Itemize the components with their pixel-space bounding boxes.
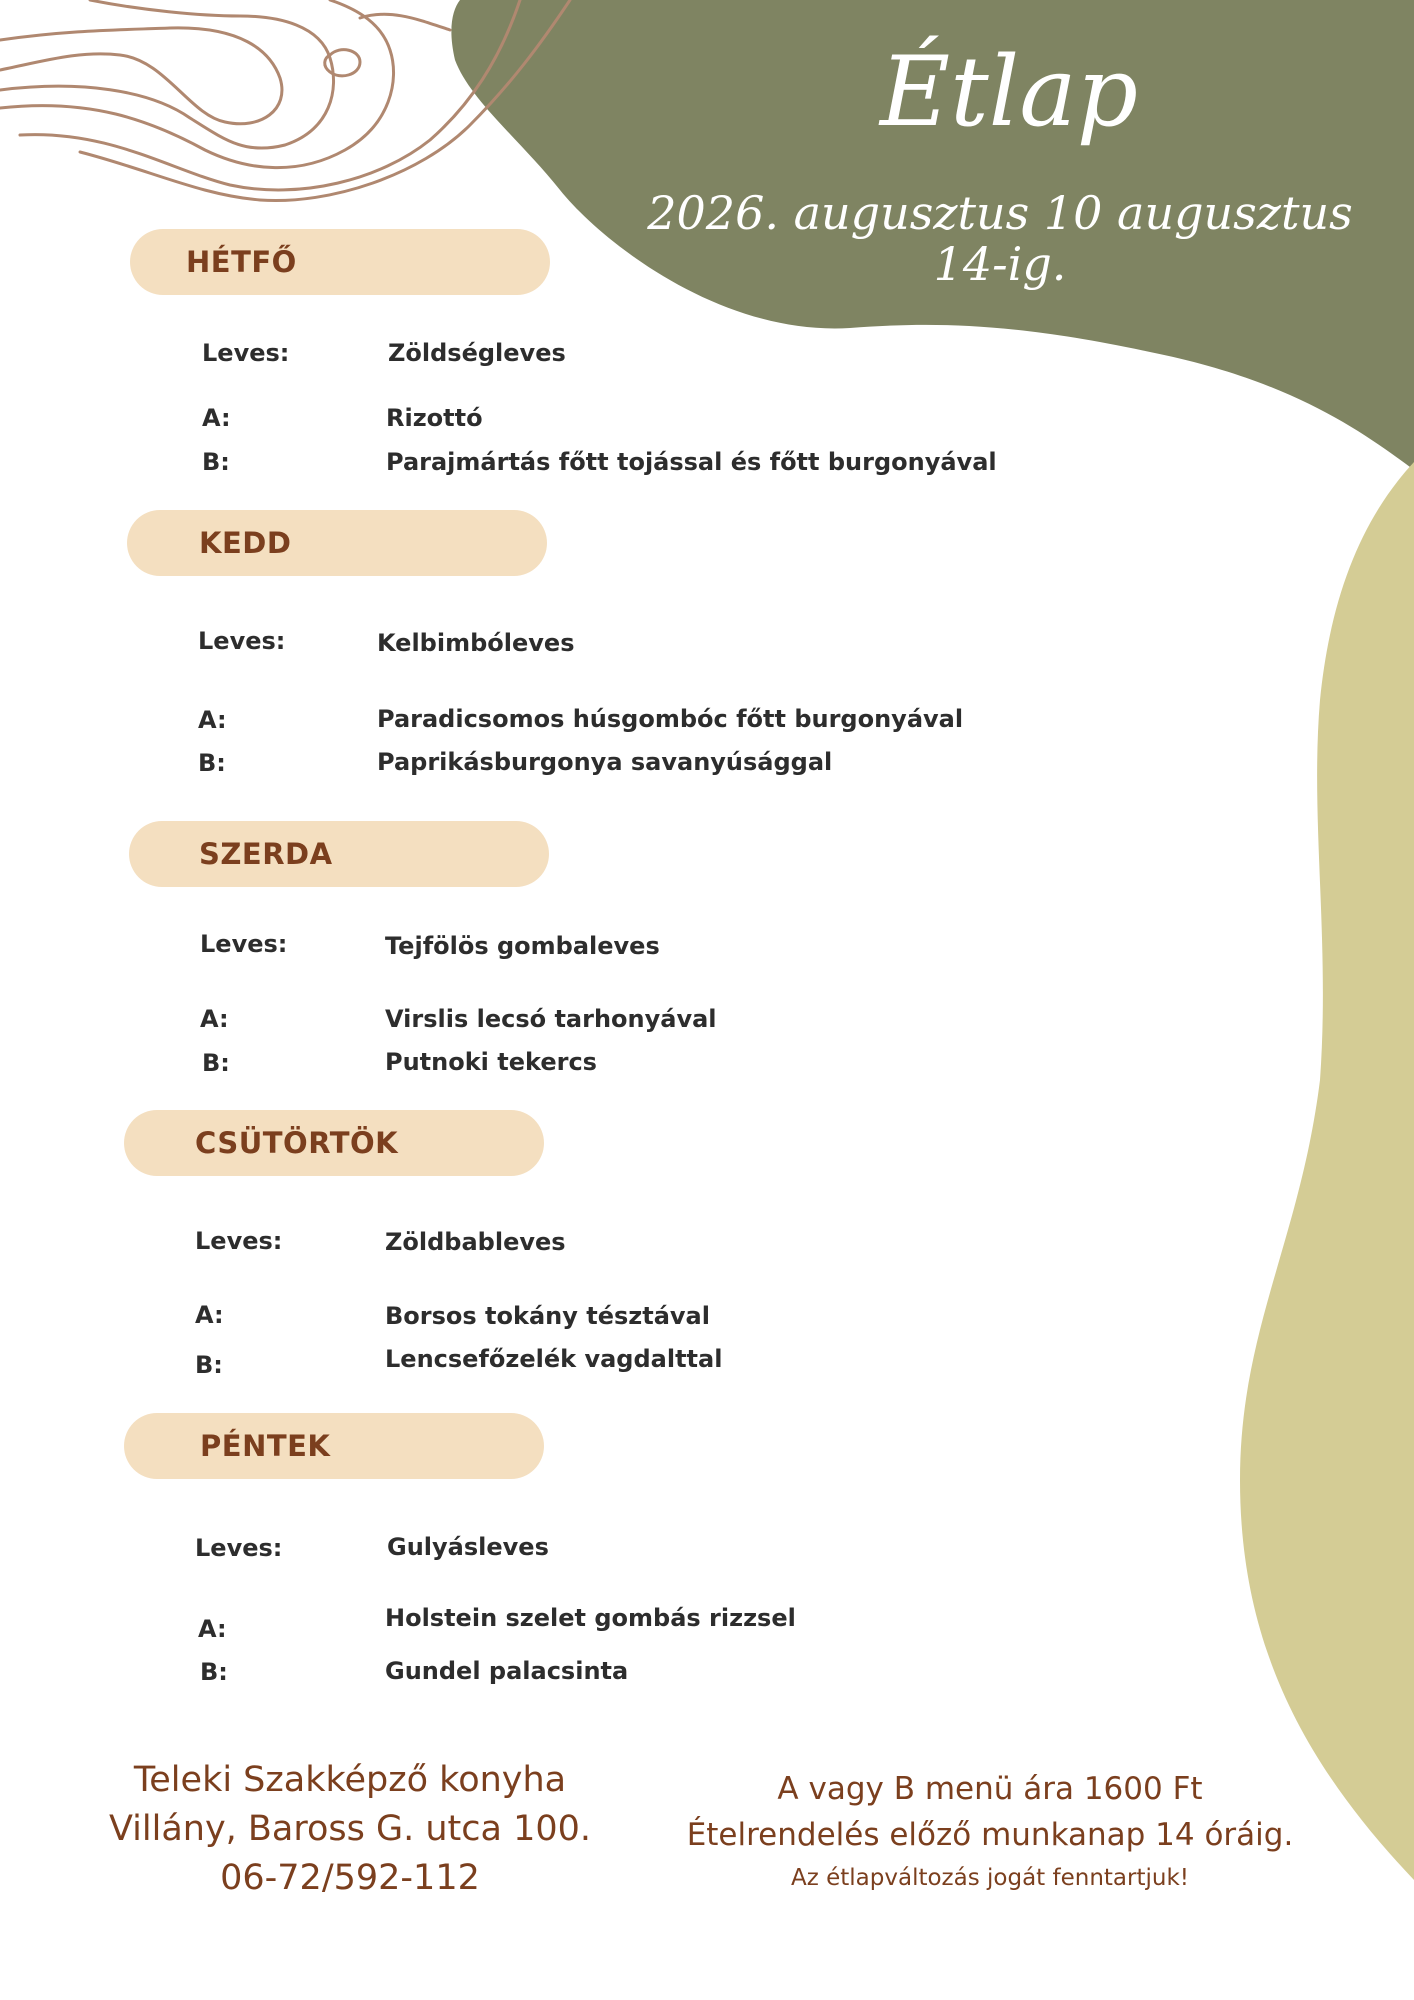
friday-b-label: B: xyxy=(200,1658,228,1686)
wednesday-b: Putnoki tekercs xyxy=(385,1048,597,1076)
kitchen-contact xyxy=(80,1756,620,1903)
thursday-a: Borsos tokány tésztával xyxy=(385,1302,710,1330)
wednesday-soup: Tejfölös gombaleves xyxy=(385,932,660,960)
khaki-blob-shape xyxy=(1240,462,1414,1880)
monday-soup: Zöldségleves xyxy=(388,339,566,367)
thursday-a-label: A: xyxy=(195,1301,224,1329)
monday-b-label: B: xyxy=(202,448,230,476)
day-name-tuesday: KEDD xyxy=(199,526,292,560)
day-pill-thursday xyxy=(124,1110,544,1176)
day-name-thursday: CSÜTÖRTÖK xyxy=(195,1126,399,1160)
friday-a: Holstein szelet gombás rizzsel xyxy=(385,1604,796,1632)
tuesday-b-label: B: xyxy=(198,749,226,777)
monday-a-label: A: xyxy=(202,404,231,432)
menu-date-range: 2026. augusztus 10 augusztus 14-ig. xyxy=(647,186,1353,291)
tuesday-a: Paradicsomos húsgombóc főtt burgonyával xyxy=(377,705,964,733)
wednesday-a-label: A: xyxy=(200,1005,229,1033)
menu-price: A vagy B menü ára 1600 Ft xyxy=(777,1771,1203,1807)
day-pill-friday xyxy=(124,1413,544,1479)
wednesday-b-label: B: xyxy=(202,1049,230,1077)
order-deadline: Ételrendelés előző munkanap 14 óráig. xyxy=(686,1817,1294,1853)
day-pill-tuesday xyxy=(127,510,547,576)
kitchen-name: Teleki Szakképző konyha xyxy=(133,1760,567,1800)
kitchen-phone: 06-72/592-112 xyxy=(220,1858,480,1898)
menu-info xyxy=(650,1766,1330,1898)
tuesday-soup-label: Leves: xyxy=(198,627,286,655)
day-name-monday: HÉTFŐ xyxy=(186,245,297,279)
tuesday-soup: Kelbimbóleves xyxy=(377,629,575,657)
menu-change-disclaimer: Az étlapváltozás jogát fenntartjuk! xyxy=(791,1865,1189,1891)
thursday-b-label: B: xyxy=(195,1351,223,1379)
thursday-soup-label: Leves: xyxy=(195,1227,283,1255)
day-pill-monday xyxy=(130,229,550,295)
day-pill-wednesday xyxy=(129,821,549,887)
tuesday-b: Paprikásburgonya savanyúsággal xyxy=(377,748,833,776)
monday-soup-label: Leves: xyxy=(202,339,290,367)
wednesday-a: Virslis lecsó tarhonyával xyxy=(385,1005,717,1033)
tuesday-a-label: A: xyxy=(198,706,227,734)
day-name-friday: PÉNTEK xyxy=(200,1429,331,1463)
thursday-soup: Zöldbableves xyxy=(385,1228,566,1256)
thursday-b: Lencsefőzelék vagdalttal xyxy=(385,1345,723,1373)
friday-a-label: A: xyxy=(198,1615,227,1643)
monday-a: Rizottó xyxy=(386,404,483,432)
friday-b: Gundel palacsinta xyxy=(385,1657,629,1685)
friday-soup-label: Leves: xyxy=(195,1534,283,1562)
monday-b: Parajmártás főtt tojással és főtt burgonyával xyxy=(386,448,997,476)
menu-title: Étlap xyxy=(880,36,1139,148)
wednesday-soup-label: Leves: xyxy=(200,930,288,958)
friday-soup: Gulyásleves xyxy=(387,1533,549,1561)
kitchen-address: Villány, Baross G. utca 100. xyxy=(108,1809,592,1849)
day-name-wednesday: SZERDA xyxy=(199,837,333,871)
